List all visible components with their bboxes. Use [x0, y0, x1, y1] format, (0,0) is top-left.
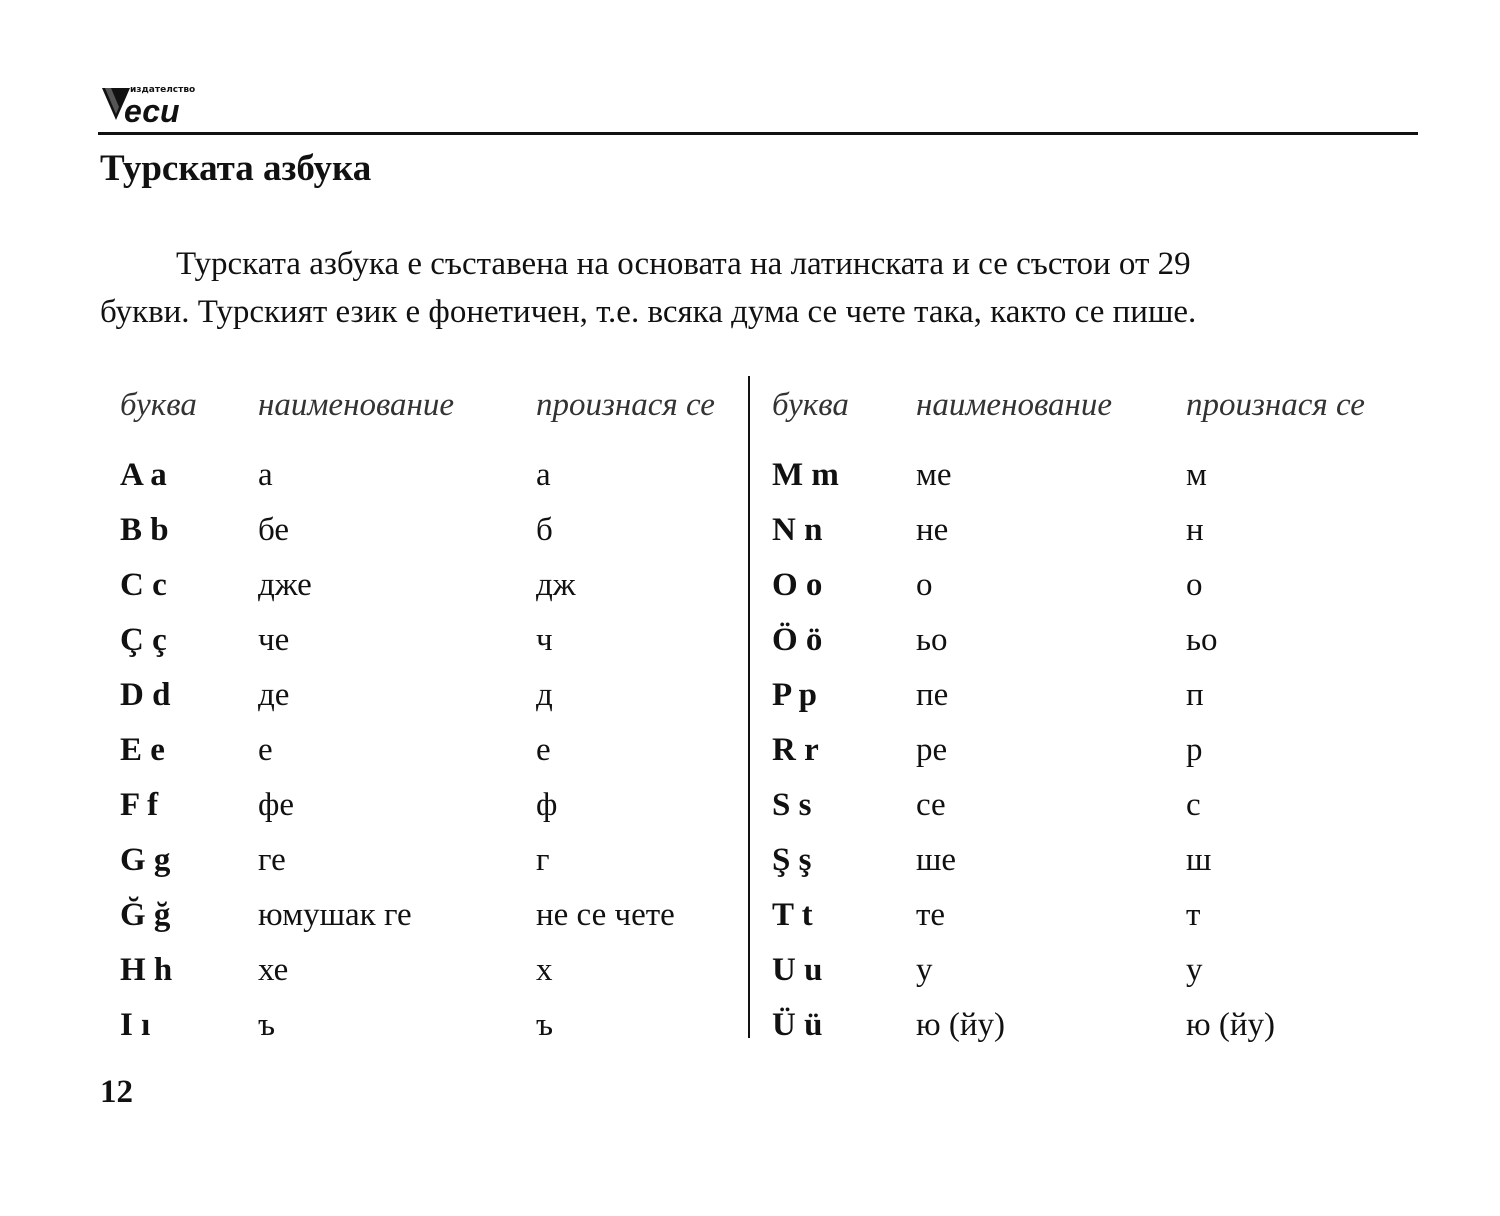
header-pronounced: произнася се	[1186, 387, 1365, 423]
name-cell: о	[916, 567, 933, 603]
alphabet-table-right	[772, 378, 1412, 1053]
name-cell: ше	[916, 842, 957, 878]
table-row	[772, 668, 1412, 723]
table-row	[120, 503, 740, 558]
table-row	[120, 448, 740, 503]
letter-cell: U u	[772, 952, 823, 988]
letter-cell: O o	[772, 567, 823, 603]
pronunciation-cell: ч	[536, 622, 553, 658]
alphabet-table-left	[120, 378, 740, 1053]
pronunciation-cell: у	[1186, 952, 1203, 988]
name-cell: не	[916, 512, 949, 548]
table-row	[120, 668, 740, 723]
name-cell: фе	[258, 787, 295, 823]
header-letter: буква	[772, 387, 849, 423]
table-row	[772, 613, 1412, 668]
name-cell: че	[258, 622, 290, 658]
name-cell: ьо	[916, 622, 948, 658]
svg-text:издателство: издателство	[130, 85, 196, 95]
name-cell: се	[916, 787, 946, 823]
letter-cell: A a	[120, 457, 167, 493]
header-letter: буква	[120, 387, 197, 423]
name-cell: у	[916, 952, 933, 988]
table-row	[772, 943, 1412, 998]
table-row	[772, 448, 1412, 503]
pronunciation-cell: дж	[536, 567, 576, 603]
table-row	[772, 503, 1412, 558]
letter-cell: Ü ü	[772, 1007, 823, 1043]
header-name: наименование	[916, 387, 1113, 423]
letter-cell: S s	[772, 787, 812, 823]
letter-cell: H h	[120, 952, 173, 988]
name-cell: хе	[258, 952, 289, 988]
table-row	[120, 558, 740, 613]
name-cell: те	[916, 897, 946, 933]
table-row	[772, 998, 1412, 1053]
pronunciation-cell: с	[1186, 787, 1201, 823]
pronunciation-cell: о	[1186, 567, 1203, 603]
name-cell: ю (йу)	[916, 1007, 1006, 1043]
letter-cell: Ğ ğ	[120, 897, 171, 933]
name-cell: дже	[258, 567, 312, 603]
table-header-row	[772, 378, 1412, 448]
pronunciation-cell: т	[1186, 897, 1201, 933]
table-row	[772, 558, 1412, 613]
pronunciation-cell: п	[1186, 677, 1204, 713]
letter-cell: Ö ö	[772, 622, 823, 658]
table-row	[120, 888, 740, 943]
header-pronounced: произнася се	[536, 387, 715, 423]
column-divider	[748, 376, 750, 1038]
pronunciation-cell: м	[1186, 457, 1207, 493]
table-row	[120, 723, 740, 778]
letter-cell: Ç ç	[120, 622, 167, 658]
table-row	[120, 943, 740, 998]
pronunciation-cell: е	[536, 732, 551, 768]
intro-line-1: Турската азбука е съставена на основата на латинската и се състои от 29	[176, 246, 1191, 282]
pronunciation-cell: ш	[1186, 842, 1212, 878]
letter-cell: M m	[772, 457, 839, 493]
header-rule	[98, 132, 1418, 135]
name-cell: е	[258, 732, 273, 768]
letter-cell: F f	[120, 787, 159, 823]
publisher-logo	[100, 76, 220, 132]
page-title: Турската азбука	[100, 148, 372, 189]
letter-cell: B b	[120, 512, 169, 548]
intro-line-2: букви. Турският език е фонетичен, т.е. всяка дума се чете така, както се пише.	[100, 294, 1197, 330]
name-cell: юмушак ге	[258, 897, 412, 933]
pronunciation-cell: ъ	[536, 1007, 554, 1043]
name-cell: ъ	[258, 1007, 276, 1043]
letter-cell: N n	[772, 512, 823, 548]
pronunciation-cell: а	[536, 457, 551, 493]
pronunciation-cell: ьо	[1186, 622, 1218, 658]
table-row	[120, 833, 740, 888]
table-row	[120, 998, 740, 1053]
letter-cell: D d	[120, 677, 171, 713]
pronunciation-cell: х	[536, 952, 553, 988]
letter-cell: T t	[772, 897, 813, 933]
table-row	[120, 778, 740, 833]
name-cell: ге	[258, 842, 286, 878]
letter-cell: R r	[772, 732, 819, 768]
table-row	[120, 613, 740, 668]
pronunciation-cell: н	[1186, 512, 1204, 548]
pronunciation-cell: ф	[536, 787, 558, 823]
letter-cell: C c	[120, 567, 167, 603]
header-name: наименование	[258, 387, 455, 423]
svg-text:еси: еси	[124, 93, 180, 129]
pronunciation-cell: г	[536, 842, 550, 878]
name-cell: а	[258, 457, 273, 493]
table-row	[772, 888, 1412, 943]
name-cell: пе	[916, 677, 949, 713]
table-row	[772, 723, 1412, 778]
table-row	[772, 833, 1412, 888]
name-cell: ме	[916, 457, 952, 493]
pronunciation-cell: не се чете	[536, 897, 675, 933]
pronunciation-cell: ю (йу)	[1186, 1007, 1276, 1043]
publisher-logo-icon	[100, 76, 220, 132]
pronunciation-cell: р	[1186, 732, 1203, 768]
name-cell: ре	[916, 732, 948, 768]
pronunciation-cell: д	[536, 677, 553, 713]
letter-cell: P p	[772, 677, 817, 713]
letter-cell: E e	[120, 732, 165, 768]
table-header-row	[120, 378, 740, 448]
intro-paragraph	[100, 240, 1400, 336]
letter-cell: G g	[120, 842, 171, 878]
name-cell: бе	[258, 512, 290, 548]
pronunciation-cell: б	[536, 512, 553, 548]
letter-cell: I ı	[120, 1007, 151, 1043]
letter-cell: Ş ş	[772, 842, 812, 878]
table-row	[772, 778, 1412, 833]
name-cell: де	[258, 677, 290, 713]
page-number: 12	[100, 1074, 133, 1110]
